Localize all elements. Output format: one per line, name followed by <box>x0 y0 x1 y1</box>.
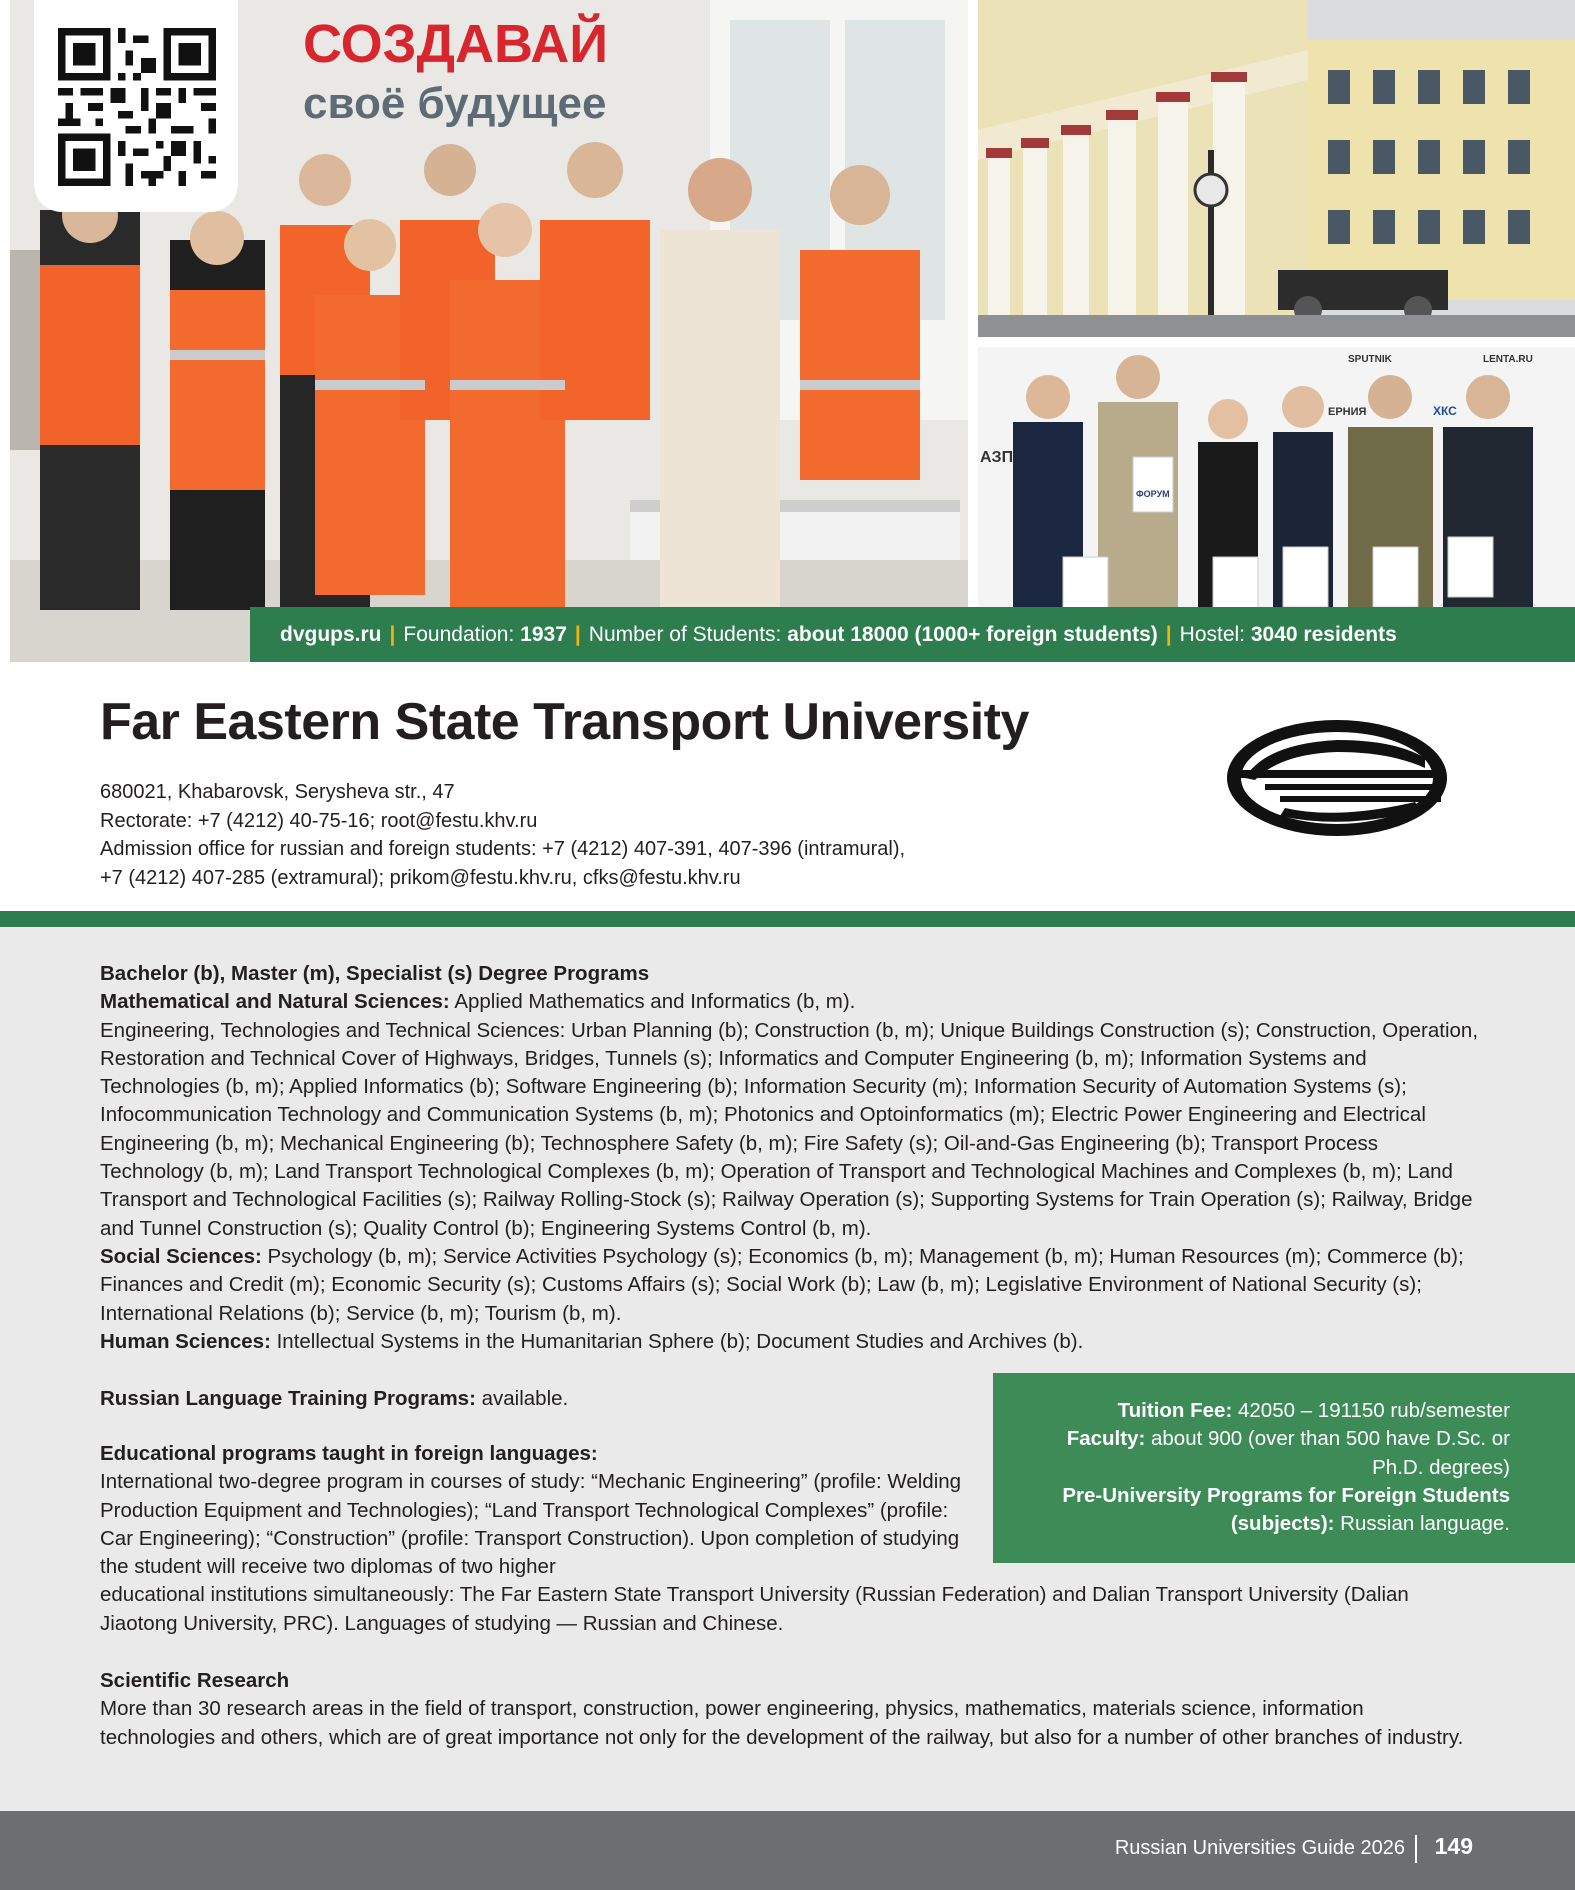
page-title: Far Eastern State Transport University <box>100 693 1029 751</box>
foreign-programs-text-1: International two-degree program in courses of study: “Mechanic Engineering” (profile: Welding Production Equipment and Technologies); “Land Transport Technological Complexes” (profile: Car Engineering); “Construction” (profile: Transport Construction). Upon completion of studying the student will receive two diplomas of two higher <box>100 1470 962 1579</box>
website-link[interactable]: dvgups.ru <box>280 623 382 646</box>
foreign-programs-heading: Educational programs taught in foreign languages: <box>100 1442 598 1465</box>
stats-separator: | <box>389 623 396 646</box>
qr-code-panel <box>34 0 238 212</box>
forum-logo-lenta: LENTA.RU <box>1483 354 1533 365</box>
faculty-label: Faculty: <box>1066 1427 1146 1451</box>
students-label: Number of Students: <box>588 623 782 646</box>
qr-code-icon <box>58 28 216 186</box>
admission-line-2: +7 (4212) 407-285 (extramural); prikom@festu.khv.ru, cfks@festu.khv.ru <box>100 866 741 889</box>
engineering-text: Engineering, Technologies and Technical Sciences: Urban Planning (b); Construction (b, m); Unique Buildings Construction (s); Construction, Operation, Restoration and Technical Cover of Highways, Bridges, Tunnels (s); Informatics and Computer Engineering (b, m); Information Systems and Technologies (b, m); Applied Informatics (b); Software Engineering (b); Information Security (m); Information Security of Automation Systems (s); Infocommunication Technology and Communication Systems (b, m); Photonics and Optoinformatics (m); Electric Power Engineering and Electrical Engineering (b, m); Mechanical Engineering (b); Technosphere Safety (b, m); Fire Safety (s); Oil-and-Gas Engineering (b); Transport Process Technology (b, m); Land Transport Technological Complexes (b, m); Operation of Transport and Technological Machines and Complexes (b, m); Land Transport and Technological Facilities (s); Railway Rolling-Stock (s); Railway Operation (s); Supporting Systems for Train Operation (s); Railway, Bridge and Tunnel Construction (s); Quality Control (b); Engineering Systems Control (b, m). <box>100 1018 1479 1240</box>
foundation-label: Foundation: <box>403 623 515 646</box>
stats-separator: | <box>574 623 581 646</box>
tuition-label: Tuition Fee: <box>1117 1399 1233 1422</box>
contact-info <box>100 778 1100 892</box>
footer-divider <box>1415 1835 1417 1863</box>
university-building-photo <box>978 0 1575 337</box>
forum-logo-sputnik: SPUTNIK <box>1348 354 1392 365</box>
stats-separator: | <box>1165 623 1172 646</box>
slogan-line2: своё будущее <box>303 79 607 128</box>
photo-collage <box>0 0 1575 662</box>
research-text: More than 30 research areas in the field of transport, construction, power engineering, physics, mathematics, materials science, information technologies and others, which are of great importance not only for the development of the railway, but also for a number of other branches of industry. <box>100 1697 1464 1749</box>
admission-line-1: Admission office for russian and foreign students: +7 (4212) 407-391, 407-396 (intramural), <box>100 838 906 860</box>
forum-logo-ernia: ЕРНИЯ <box>1328 406 1367 418</box>
forum-logo-azp: АЗП <box>980 449 1014 466</box>
foundation-value: 1937 <box>520 623 567 646</box>
pre-university-value: Russian language. <box>1334 1512 1510 1536</box>
section-divider <box>0 911 1575 927</box>
faculty-value: about 900 (over than 500 have D.Sc. or Ph.D. degrees) <box>1145 1427 1510 1479</box>
forum-logo-xks: ХКС <box>1433 404 1457 418</box>
foreign-programs-text-2: educational institutions simultaneously: The Far Eastern State Transport University (Russian Federation) and Dalian Transport University (Dalian Jiaotong University, PRC). Languages of studying — Russian and Chinese. <box>100 1583 1409 1635</box>
students-value: about 18000 (1000+ foreign students) <box>787 623 1158 646</box>
scientific-research <box>100 1667 1480 1752</box>
human-label: Human Sciences: <box>100 1329 271 1353</box>
address-line: 680021, Khabarovsk, Serysheva str., 47 <box>100 781 455 803</box>
page-footer <box>0 1811 1575 1890</box>
university-logo-icon <box>1225 718 1450 838</box>
degree-programs <box>100 960 1480 1356</box>
social-text: Psychology (b, m); Service Activities Psychology (s); Economics (b, m); Management (b, m); Human Resources (m); Commerce (b); Finances and Credit (m); Economic Security (s); Customs Affairs (s); Social Work (b); Law (b, m); Legislative Environment of National Security (s); International Relations (b); Service (b, m); Tourism (b, m). <box>100 1244 1464 1325</box>
guide-title: Russian Universities Guide 2026 <box>1114 1837 1405 1859</box>
programs-heading: Bachelor (b), Master (m), Specialist (s) Degree Programs <box>100 962 650 985</box>
hostel-label: Hostel: <box>1179 623 1246 646</box>
russian-language-label: Russian Language Training Programs: <box>100 1387 476 1410</box>
math-label: Mathematical and Natural Sciences: <box>100 990 450 1014</box>
tuition-value: 42050 – 191150 rub/semester <box>1232 1399 1510 1422</box>
page-number: 149 <box>1434 1833 1473 1859</box>
russian-language-value: available. <box>475 1387 569 1410</box>
rectorate-line: Rectorate: +7 (4212) 40-75-16; root@festu.khv.ru <box>100 809 538 832</box>
human-text: Intellectual Systems in the Humanitarian Sphere (b); Document Studies and Archives (b). <box>270 1329 1084 1353</box>
math-text: Applied Mathematics and Informatics (b, m). <box>449 990 856 1014</box>
social-label: Social Sciences: <box>100 1244 262 1268</box>
hostel-value: 3040 residents <box>1250 623 1397 646</box>
pre-university-label: Pre-University Programs for Foreign Students (subjects): <box>1062 1483 1510 1536</box>
tuition-box <box>993 1373 1575 1563</box>
forum-logo-forum: ФОРУМ <box>1136 489 1170 499</box>
russian-language-programs <box>100 1385 568 1413</box>
research-heading: Scientific Research <box>100 1669 290 1692</box>
stats-band <box>250 607 1575 662</box>
slogan-line1: СОЗДАВАЙ <box>303 14 609 74</box>
